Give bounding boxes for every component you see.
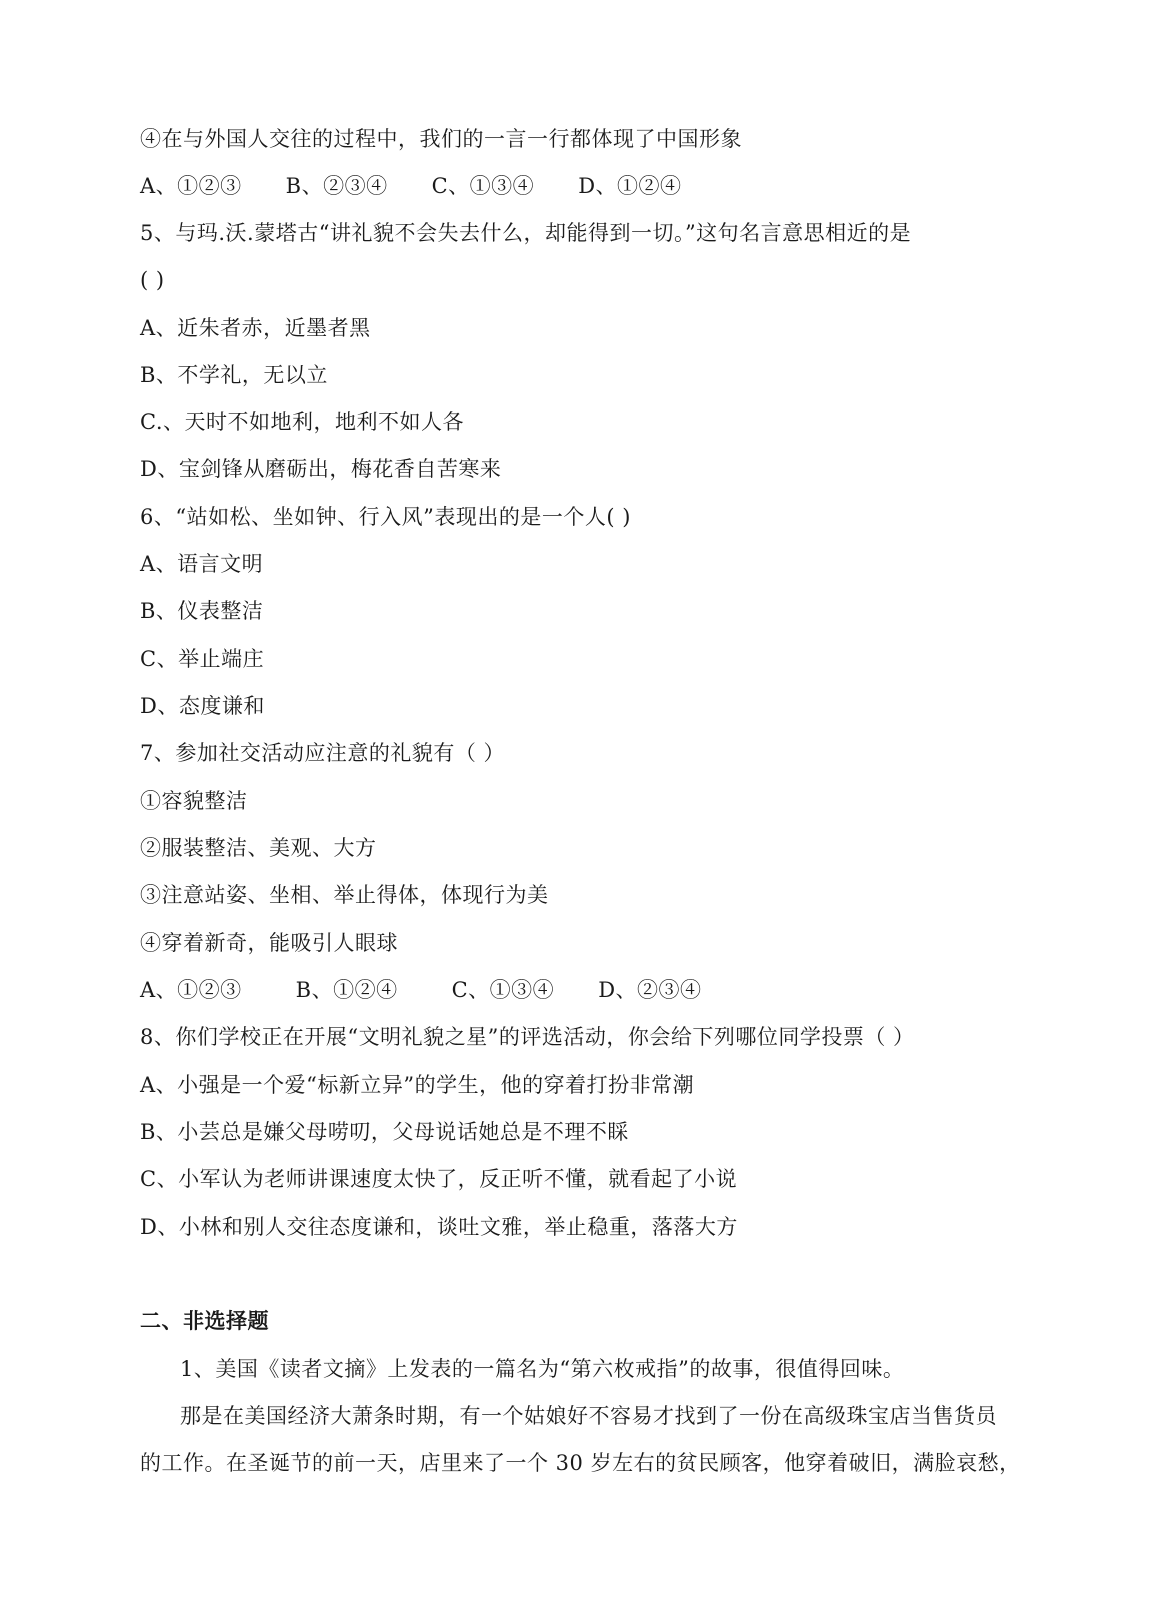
q7-statement-2: ②服装整洁、美观、大方 [140, 836, 377, 860]
q7-option-c: C、①③④ [451, 978, 555, 1002]
q4-statement-4: ④在与外国人交往的过程中，我们的一言一行都体现了中国形象 [140, 127, 742, 151]
q4-option-a: A、①②③ [140, 174, 242, 198]
q6-question: 6、“站如松、坐如钟、行入风”表现出的是一个人( ) [140, 505, 631, 529]
q8-option-c: C、小军认为老师讲课速度太快了，反正听不懂，就看起了小说 [140, 1167, 738, 1191]
q7-statement-3: ③注意站姿、坐相、举止得体，体现行为美 [140, 883, 549, 907]
q7-question: 7、参加社交活动应注意的礼貌有（ ） [140, 741, 506, 765]
q5-option-c: C.、天时不如地利，地利不如人各 [140, 410, 464, 434]
q5-question: 5、与玛.沃.蒙塔古“讲礼貌不会失去什么，却能得到一切。”这句名言意思相近的是 [140, 221, 912, 245]
q7-statement-1: ①容貌整洁 [140, 789, 248, 813]
q6-option-d: D、态度谦和 [140, 694, 265, 718]
passage-paragraph-line-2: 的工作。在圣诞节的前一天，店里来了一个 30 岁左右的贫民顾客，他穿着破旧，满脸哀愁， [140, 1451, 1021, 1475]
q7-option-b: B、①②④ [295, 978, 398, 1002]
q7-option-a: A、①②③ [140, 978, 242, 1002]
q5-blank: ( ) [140, 268, 165, 292]
q8-option-a: A、小强是一个爱“标新立异”的学生，他的穿着打扮非常潮 [140, 1073, 695, 1097]
q6-option-b: B、仪表整洁 [140, 599, 264, 623]
q4-option-c: C、①③④ [431, 174, 535, 198]
q8-question: 8、你们学校正在开展“文明礼貌之星”的评选活动，你会给下列哪位同学投票（ ） [140, 1025, 915, 1049]
q7-option-d: D、②③④ [598, 978, 702, 1002]
q4-options [140, 172, 682, 200]
q5-option-b: B、不学礼，无以立 [140, 363, 328, 387]
q7-statement-4: ④穿着新奇，能吸引人眼球 [140, 931, 398, 955]
q7-options [140, 976, 702, 1004]
q4-option-d: D、①②④ [578, 174, 682, 198]
q6-option-a: A、语言文明 [140, 552, 264, 576]
q8-option-d: D、小林和别人交往态度谦和，谈吐文雅，举止稳重，落落大方 [140, 1215, 738, 1239]
passage-paragraph-line-1: 那是在美国经济大萧条时期，有一个姑娘好不容易才找到了一份在高级珠宝店当售货员 [180, 1404, 997, 1428]
q8-option-b: B、小芸总是嫌父母唠叨，父母说话她总是不理不睬 [140, 1120, 629, 1144]
q6-option-c: C、举止端庄 [140, 647, 265, 671]
q5-option-a: A、近朱者赤，近墨者黑 [140, 316, 371, 340]
q5-option-d: D、宝剑锋从磨砺出，梅花香自苦寒来 [140, 457, 502, 481]
q4-option-b: B、②③④ [285, 174, 388, 198]
section-heading: 二、非选择题 [140, 1309, 269, 1333]
passage-intro: 1、美国《读者文摘》上发表的一篇名为“第六枚戒指”的故事，很值得回味。 [180, 1357, 905, 1381]
